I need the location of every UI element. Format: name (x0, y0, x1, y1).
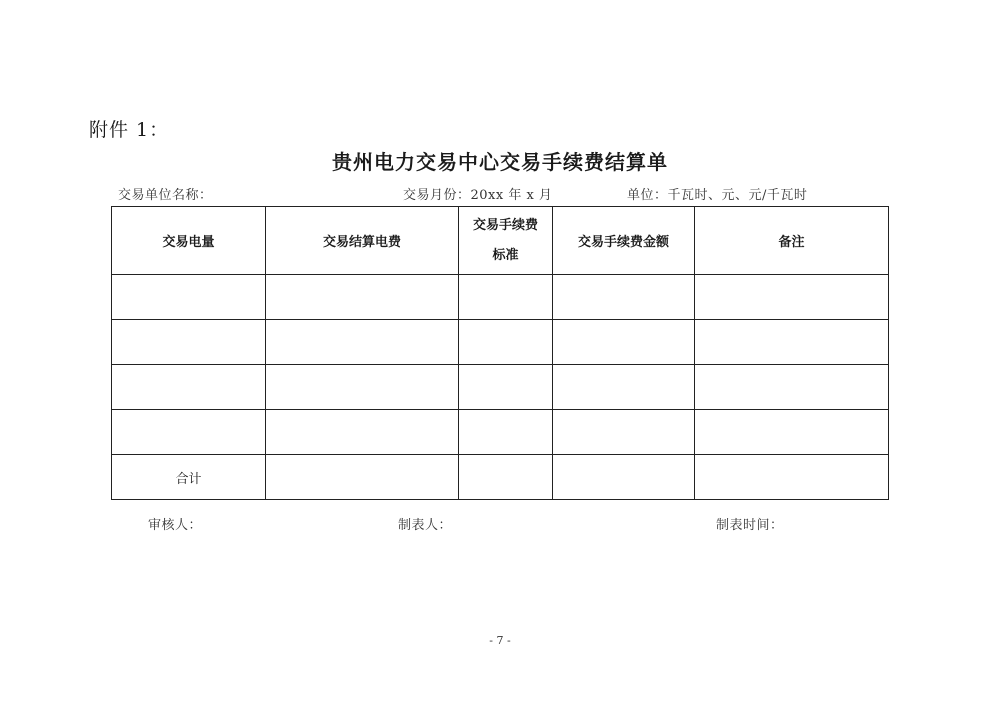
table-row (112, 410, 889, 455)
table-cell (266, 320, 459, 365)
preparer-label: 制表人： (398, 518, 453, 533)
table-cell (112, 320, 266, 365)
table-row (112, 275, 889, 320)
page-number: - 7 - (489, 634, 511, 647)
header-fee-standard (459, 207, 553, 275)
table-cell (695, 365, 889, 410)
table-cell (112, 275, 266, 320)
table-cell (553, 365, 695, 410)
table-cell (553, 275, 695, 320)
unit-name-label: 交易单位名称： (118, 188, 213, 203)
table-cell (695, 455, 889, 500)
form-title: 贵州电力交易中心交易手续费结算单 (332, 150, 668, 174)
date-label: 制表时间： (716, 518, 784, 533)
table-cell (266, 410, 459, 455)
table-cell (112, 365, 266, 410)
table-cell (459, 455, 553, 500)
table-cell (553, 455, 695, 500)
month-label: 交易月份：20xx 年 x 月 (403, 188, 553, 203)
header-remarks: 备注 (695, 207, 889, 275)
table-cell (459, 365, 553, 410)
reviewer-label: 审核人： (148, 518, 203, 533)
table-cell (266, 275, 459, 320)
attachment-label: 附件 1： (89, 119, 170, 141)
settlement-table (111, 206, 889, 500)
header-trade-volume: 交易电量 (112, 207, 266, 275)
table-cell (459, 410, 553, 455)
table-cell (553, 410, 695, 455)
table-cell (266, 365, 459, 410)
header-fee-amount: 交易手续费金额 (553, 207, 695, 275)
total-row (112, 455, 889, 500)
units-label: 单位：千瓦时、元、元/千瓦时 (627, 188, 808, 203)
table-cell (112, 410, 266, 455)
table-cell (459, 275, 553, 320)
table-cell (695, 320, 889, 365)
table-cell (266, 455, 459, 500)
table-cell (553, 320, 695, 365)
header-settlement-fee: 交易结算电费 (266, 207, 459, 275)
table-cell (695, 275, 889, 320)
table-header-row (112, 207, 889, 275)
header-fee-standard-line1: 交易手续费 (472, 217, 538, 233)
table-row (112, 320, 889, 365)
table-cell (459, 320, 553, 365)
table-row (112, 365, 889, 410)
total-label: 合计 (112, 455, 266, 500)
table-cell (695, 410, 889, 455)
header-fee-standard-line2: 标准 (492, 247, 519, 263)
